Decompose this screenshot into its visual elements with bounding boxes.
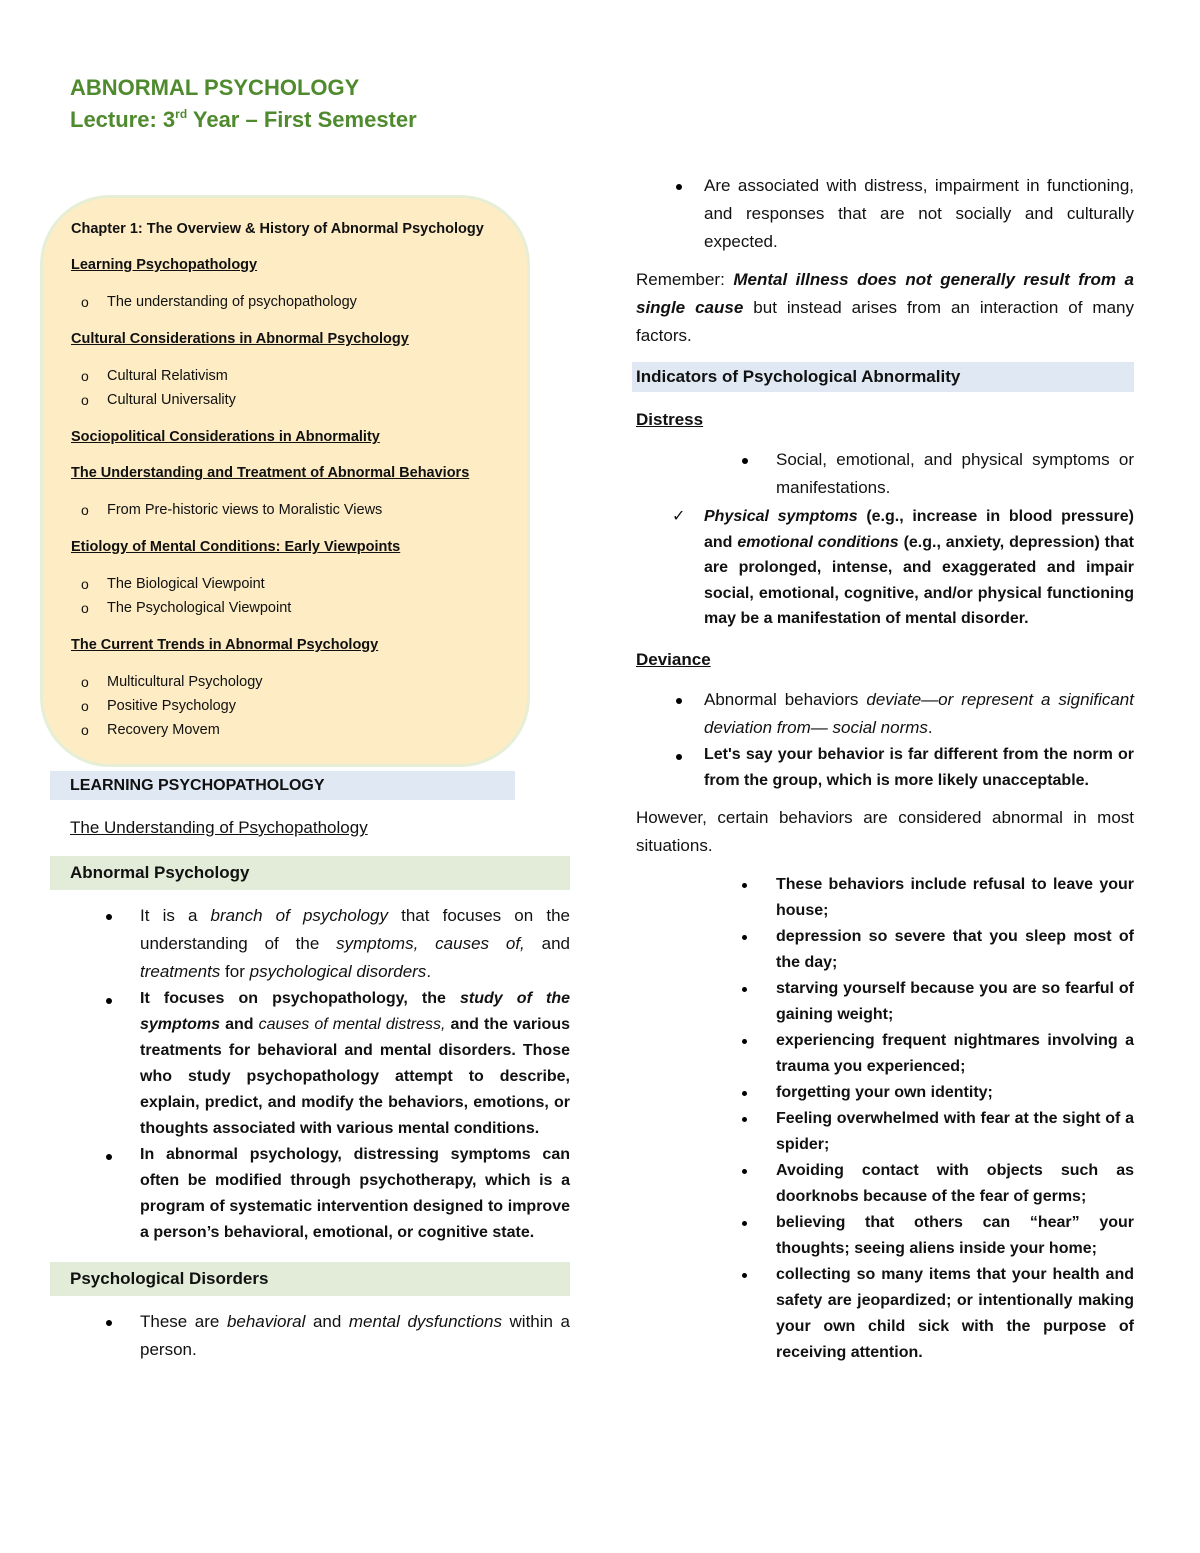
list-item: believing that others can “hear” your thoughts; seeing aliens inside your home;	[632, 1210, 1134, 1262]
list-item: starving yourself because you are so fearful of gaining weight;	[632, 976, 1134, 1028]
toc-section-link: Sociopolitical Considerations in Abnormality	[71, 429, 380, 445]
distress-list	[632, 446, 1134, 502]
list-item: collecting so many items that your health and safety are jeopardized; or intentionally making your own child sick with the purpose of receiving attention.	[632, 1262, 1134, 1366]
bullet-icon	[676, 698, 682, 704]
list-item: Are associated with distress, impairment in functioning, and responses that are not socially and culturally expected.	[632, 172, 1134, 256]
toc-subitems	[71, 364, 509, 412]
list-item: Feeling overwhelmed with fear at the sight of a spider;	[632, 1106, 1134, 1158]
checkmark-item: ✓ Physical symptoms (e.g., increase in blood pressure) and emotional conditions (e.g., anxiety, depression) that are prolonged, intense, and exaggerated and impair social, emotional, cognitive, and/or physical functioning may be a manifestation of mental disorder.	[632, 504, 1134, 632]
abnormal-psychology-list	[50, 902, 570, 986]
list-item: Social, emotional, and physical symptoms or manifestations.	[632, 446, 1134, 502]
table-of-contents	[40, 195, 530, 767]
list-item: It is a branch of psychology that focuses on the understanding of the symptoms, causes of, and treatments for psychological disorders.	[50, 902, 570, 986]
toc-subitem: o Recovery Movem	[71, 718, 509, 742]
deviance-list	[632, 686, 1134, 794]
list-item: forgetting your own identity;	[632, 1080, 1134, 1106]
checkmark-icon: ✓	[672, 508, 686, 525]
toc-section-link: The Understanding and Treatment of Abnormal Behaviors	[71, 465, 470, 481]
toc-subitem: o From Pre-historic views to Moralistic Views	[71, 498, 509, 522]
bullet-icon	[742, 458, 748, 464]
subheading-understanding: The Understanding of Psychopathology	[70, 818, 368, 837]
toc-subitem: o Positive Psychology	[71, 694, 509, 718]
bullet-icon	[742, 1169, 747, 1174]
list-item: In abnormal psychology, distressing symptoms can often be modified through psychotherapy, which is a program of systematic intervention designed to improve a person’s behavioral, emotional, or cognitive state.	[50, 1142, 570, 1246]
list-item: Abnormal behaviors deviate—or represent a significant deviation from— social norms.	[632, 686, 1134, 742]
bullet-icon	[106, 914, 112, 920]
abnormal-psychology-list-2	[50, 986, 570, 1246]
toc-section-link: Etiology of Mental Conditions: Early Viewpoints	[71, 539, 401, 555]
remember-paragraph: Remember: Mental illness does not generally result from a single cause but instead arises from an interaction of many factors.	[636, 270, 1134, 345]
bullet-icon	[106, 1154, 112, 1160]
bullet-icon	[742, 1221, 747, 1226]
toc-chapter-title: Chapter 1: The Overview & History of Abnormal Psychology	[71, 221, 484, 237]
toc-subitem: o Cultural Relativism	[71, 364, 509, 388]
heading-psychological-disorders: Psychological Disorders	[50, 1262, 570, 1296]
toc-subitem: o Multicultural Psychology	[71, 670, 509, 694]
bullet-icon	[676, 754, 682, 760]
list-item: Avoiding contact with objects such as doorknobs because of the fear of germs;	[632, 1158, 1134, 1210]
toc-section-link: Learning Psychopathology	[71, 257, 258, 273]
left-column	[50, 195, 570, 1374]
list-item: Let's say your behavior is far different from the norm or from the group, which is more likely unacceptable.	[632, 742, 1134, 794]
bullet-icon	[742, 883, 747, 888]
document-subtitle: Lecture: 3rd Year – First Semester	[70, 107, 417, 132]
document-title: ABNORMAL PSYCHOLOGY	[70, 75, 360, 100]
right-column	[632, 172, 1134, 1376]
bullet-icon	[742, 1039, 747, 1044]
bullet-icon	[676, 184, 682, 190]
disorders-list	[50, 1308, 570, 1364]
list-item: These are behavioral and mental dysfunctions within a person.	[50, 1308, 570, 1364]
bullet-icon	[742, 1117, 747, 1122]
heading-deviance: Deviance	[636, 649, 711, 669]
however-paragraph: However, certain behaviors are considered abnormal in most situations.	[636, 807, 1134, 855]
toc-section-link: Cultural Considerations in Abnormal Psychology	[71, 331, 409, 347]
toc-subitem: o The Psychological Viewpoint	[71, 596, 509, 620]
heading-abnormal-psychology: Abnormal Psychology	[50, 856, 570, 890]
toc-subitems	[71, 572, 509, 620]
list-item: It focuses on psychopathology, the study of the symptoms and causes of mental distress, and the various treatments for behavioral and mental disorders. Those who study psychopathology attempt to describe, explain, predict, and modify the behaviors, emotions, or thoughts associated with various mental conditions.	[50, 986, 570, 1142]
bullet-icon	[742, 1273, 747, 1278]
abnormal-examples-list	[632, 872, 1134, 1366]
toc-subitem: o Cultural Universality	[71, 388, 509, 412]
list-item: experiencing frequent nightmares involving a trauma you experienced;	[632, 1028, 1134, 1080]
toc-subitems	[71, 290, 509, 314]
heading-distress: Distress	[636, 410, 704, 429]
bullet-icon	[742, 1091, 747, 1096]
bullet-icon	[742, 935, 747, 940]
list-item: These behaviors include refusal to leave your house;	[632, 872, 1134, 924]
list-item: depression so severe that you sleep most of the day;	[632, 924, 1134, 976]
section-bar-learning: LEARNING PSYCHOPATHOLOGY	[50, 771, 515, 800]
bullet-icon	[742, 987, 747, 992]
bullet-icon	[106, 1320, 112, 1326]
toc-subitem: o The Biological Viewpoint	[71, 572, 509, 596]
toc-subitems	[71, 498, 509, 522]
toc-subitems	[71, 670, 509, 742]
disorders-list-continued	[632, 172, 1134, 256]
toc-section-link: The Current Trends in Abnormal Psychology	[71, 637, 379, 653]
toc-subitem: o The understanding of psychopathology	[71, 290, 509, 314]
heading-indicators: Indicators of Psychological Abnormality	[632, 362, 1134, 392]
bullet-icon	[106, 998, 112, 1004]
